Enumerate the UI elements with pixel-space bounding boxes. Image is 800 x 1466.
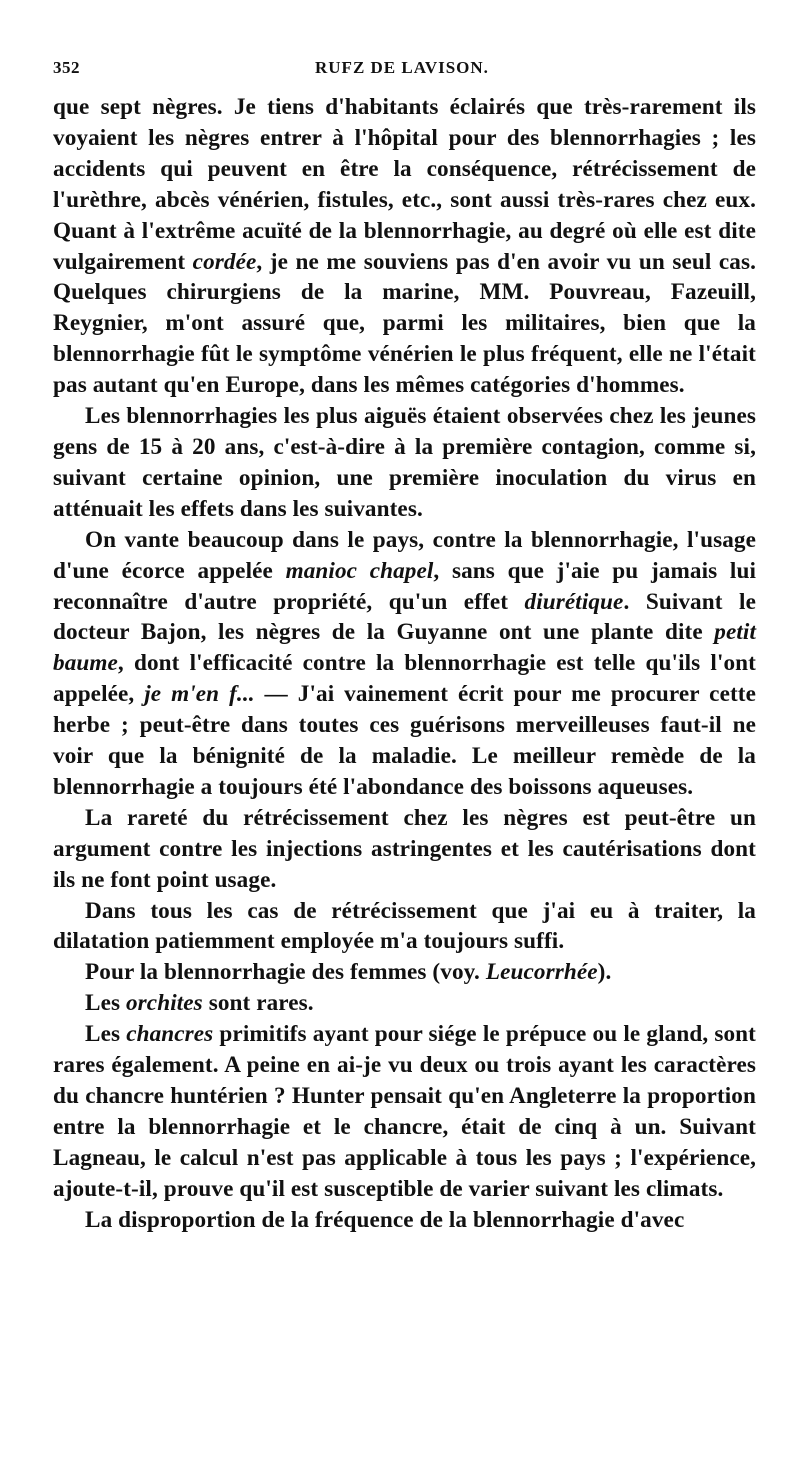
body-text <box>53 92 756 1236</box>
paragraph-p1 <box>53 92 756 401</box>
paragraph-p2 <box>53 401 756 525</box>
italic-term: manioc chapel <box>285 557 434 584</box>
paragraph-p6 <box>53 957 756 988</box>
running-head <box>53 58 756 82</box>
paragraph-p9 <box>53 1205 756 1236</box>
italic-term: petit baume <box>53 619 756 677</box>
italic-term: chancres <box>126 1021 214 1048</box>
text-run: , dont l'efficacité contre la blennorrhagie est telle qu'ils l'ont appelée, <box>53 650 756 708</box>
text-run: Dans tous les cas de rétrécissement que j'ai eu à traiter, la dilatation patiemment employée m'a toujours suffi. <box>53 897 756 955</box>
running-title: RUFZ DE LAVISON. <box>315 58 489 77</box>
paragraph-p4 <box>53 803 756 896</box>
text-run: Les blennorrhagies les plus aiguës étaient observées chez les jeunes gens de 15 à 20 ans, c'est-à-dire à la première contagion, comme si, suivant certaine opinion, une première inoculation du virus en atténuait les effets dans les suivantes. <box>53 403 756 522</box>
paragraph-p5 <box>53 896 756 958</box>
text-run: Les <box>85 990 126 1017</box>
text-run: , sans que j'aie pu jamais lui reconnaître d'autre propriété, qu'un effet <box>53 557 757 615</box>
paragraph-p3 <box>53 525 756 803</box>
paragraph-p8 <box>53 1019 756 1204</box>
paragraph-p7 <box>53 988 756 1019</box>
page-number: 352 <box>53 58 80 77</box>
text-run: sont rares. <box>202 990 314 1017</box>
italic-term: je m'en f... <box>144 681 255 708</box>
text-run: La disproportion de la fréquence de la blennorrhagie d'avec <box>85 1206 685 1233</box>
text-run: , je ne me souviens pas d'en avoir vu un seul cas. Quelques chirurgiens de la marine, MM. Pouvreau, Fazeuill, Reygnier, m'ont assuré que, parmi les militaires, bien que la blennorrhagie fût le symptôme vénérien le plus fréquent, elle ne l'était pas autant qu'en Europe, dans les mêmes catégories d'hommes. <box>53 248 756 399</box>
text-run: La rareté du rétrécissement chez les nègres est peut-être un argument contre les injections astringentes et les cautérisations dont ils ne font point usage. <box>53 804 756 893</box>
text-run: On vante beaucoup dans le pays, contre la blennorrhagie, l'usage d'une écorce appelée <box>53 526 756 584</box>
italic-term: Leucorrhée <box>485 959 598 986</box>
italic-term: diurétique <box>524 588 624 615</box>
text-run: — J'ai vainement écrit pour me procurer cette herbe ; peut-être dans toutes ces guérisons merveilleuses faut-il ne voir que la bénignité de la maladie. Le meilleur remède de la blennorrhagie a toujours été l'abondance des boissons aqueuses. <box>53 681 756 800</box>
text-run: Pour la blennorrhagie des femmes (voy. <box>85 959 486 986</box>
italic-term: orchites <box>125 990 203 1017</box>
text-run: primitifs ayant pour siége le prépuce ou le gland, sont rares également. A peine en ai-je vu deux ou trois ayant les caractères du chancre huntérien ? Hunter pensait qu'en Angleterre la proportion entre la blennorrhagie et le chancre, était de cinq à un. Suivant Lagneau, le calcul n'est pas applicable à tous les pays ; l'expérience, ajoute-t-il, prouve qu'il est susceptible de varier suivant les climats. <box>53 1021 756 1202</box>
text-run: que sept nègres. Je tiens d'habitants éclairés que très-rarement ils voyaient les nègres entrer à l'hôpital pour des blennorrhagies ; les accidents qui peuvent en être la conséquence, rétrécissement de l'urèthre, abcès vénérien, fistules, etc., sont aussi très-rares chez eux. Quant à l'extrême acuïté de la blennorrhagie, au degré où elle est dite vulgairement <box>53 94 756 275</box>
text-run: ). <box>597 959 612 986</box>
text-run: . Suivant le docteur Bajon, les nègres de la Guyanne ont une plante dite <box>53 588 756 646</box>
text-run: Les <box>85 1021 127 1048</box>
italic-term: cordée <box>192 248 257 275</box>
